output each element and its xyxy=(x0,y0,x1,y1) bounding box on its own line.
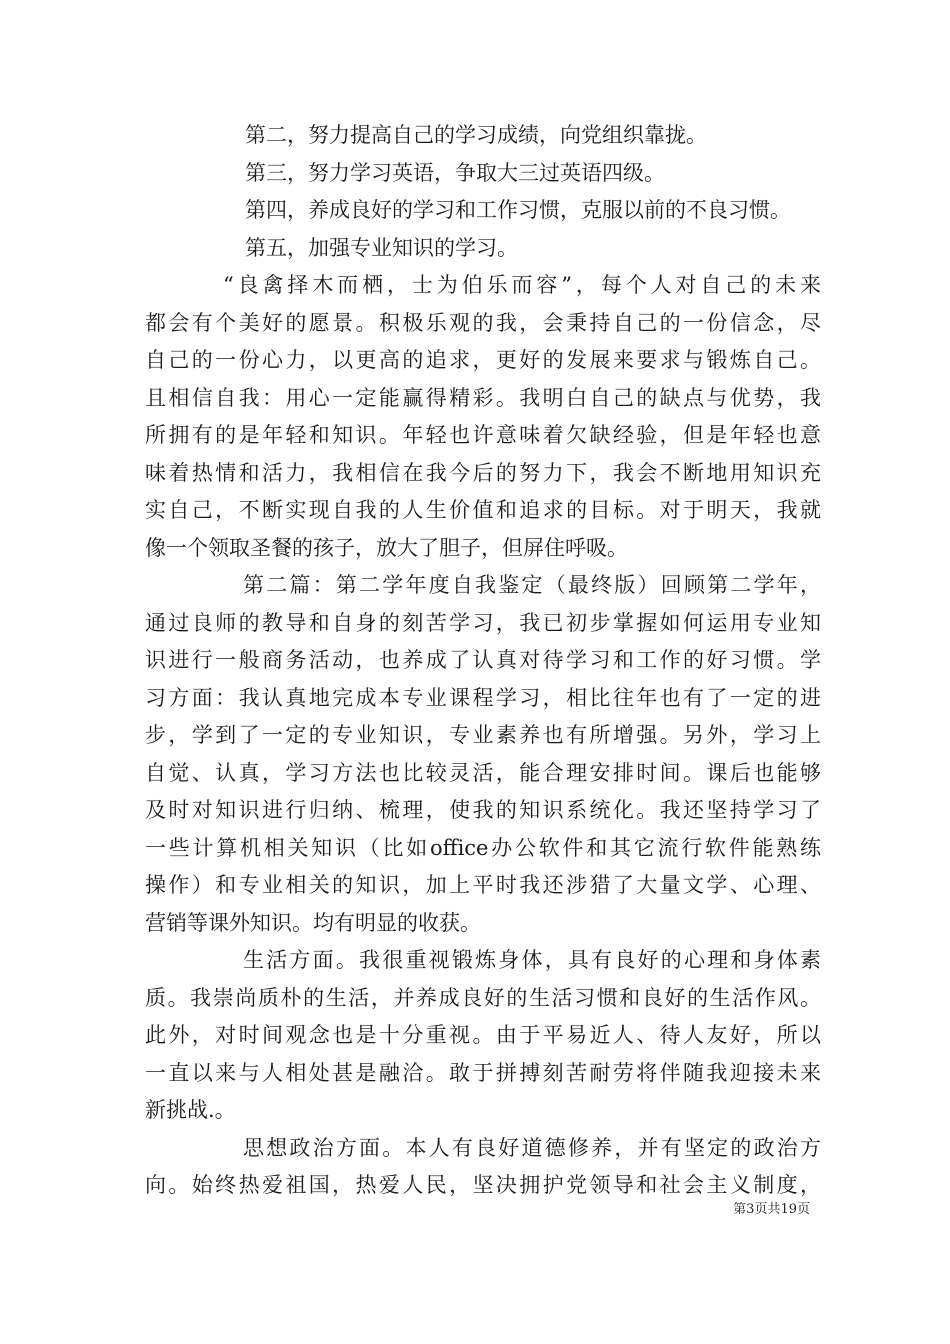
text-line: 味着热情和活力，我相信在我今后的努力下，我会不断地用知识充 xyxy=(145,460,821,485)
text-line: 第五，加强专业知识的学习。 xyxy=(245,235,518,260)
text-line: 生活方面。我很重视锻炼身体，具有良好的心理和身体素 xyxy=(243,948,821,972)
text-line: 操作）和专业相关的知识，加上平时我还涉猎了大量文学、心理、 xyxy=(145,873,821,897)
page-number-footer: 第3页共19页 xyxy=(733,1202,810,1217)
text-line: 新挑战.。 xyxy=(145,1098,236,1122)
text-line: 第二，努力提高自己的学习成绩，向党组织靠拢。 xyxy=(245,123,707,147)
text-line: 识进行一般商务活动，也养成了认真对待学习和工作的好习惯。学 xyxy=(145,648,821,672)
text-line: 向。始终热爱祖国，热爱人民，坚决拥护党领导和社会主义制度， xyxy=(145,1173,821,1197)
text-line: 自己的一份心力，以更高的追求，更好的发展来要求与锻炼自己。 xyxy=(145,348,821,372)
text-line: 像一个领取圣餐的孩子，放大了胆子，但屏住呼吸。 xyxy=(145,535,628,560)
text-line: 质。我崇尚质朴的生活，并养成良好的生活习惯和良好的生活作风。 xyxy=(145,985,821,1010)
text-line: 都会有个美好的愿景。积极乐观的我，会秉持自己的一份信念，尽 xyxy=(145,310,821,335)
text-line: 第二篇：第二学年度自我鉴定（最终版）回顾第二学年， xyxy=(243,573,821,597)
text-line: 通过良师的教导和自身的刻苦学习，我已初步掌握如何运用专业知 xyxy=(145,610,821,635)
text-line: 一些计算机相关知识（比如office办公软件和其它流行软件能熟练 xyxy=(145,835,821,860)
document-body xyxy=(145,117,821,1205)
text-line: 所拥有的是年轻和知识。年轻也许意味着欠缺经验，但是年轻也意 xyxy=(145,423,821,447)
text-line: 步，学到了一定的专业知识，专业素养也有所增强。另外，学习上 xyxy=(145,723,821,747)
text-line: 自觉、认真，学习方法也比较灵活，能合理安排时间。课后也能够 xyxy=(145,760,821,785)
text-line: 一直以来与人相处甚是融洽。敢于拼搏刻苦耐劳将伴随我迎接未来 xyxy=(145,1060,821,1085)
text-line: 第四，养成良好的学习和工作习惯，克服以前的不良习惯。 xyxy=(245,198,791,222)
text-line: 此外，对时间观念也是十分重视。由于平易近人、待人友好，所以 xyxy=(145,1023,821,1047)
text-line: 第三，努力学习英语，争取大三过英语四级。 xyxy=(245,160,665,185)
text-line: 习方面：我认真地完成本专业课程学习，相比往年也有了一定的进 xyxy=(145,685,821,710)
text-line: 思想政治方面。本人有良好道德修养，并有坚定的政治方 xyxy=(243,1135,821,1160)
text-line: 实自己，不断实现自我的人生价值和追求的目标。对于明天，我就 xyxy=(145,498,821,522)
text-line: 且相信自我：用心一定能赢得精彩。我明白自己的缺点与优势，我 xyxy=(145,385,821,410)
text-line: “良禽择木而栖，士为伯乐而容”，每个人对自己的未来 xyxy=(223,273,821,297)
text-line: 营销等课外知识。均有明显的收获。 xyxy=(145,910,481,935)
text-line: 及时对知识进行归纳、梳理，使我的知识系统化。我还坚持学习了 xyxy=(145,798,821,822)
